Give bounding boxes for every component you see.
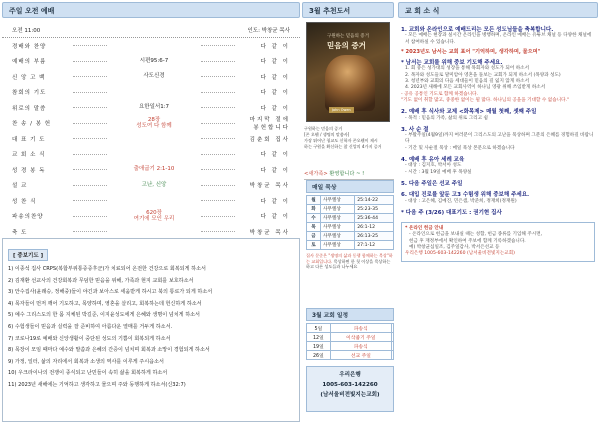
bible-cell: 목 <box>307 223 321 232</box>
bible-row <box>307 232 394 241</box>
news-item: - 대상 : 김지호, 박서아 성도 <box>405 163 462 169</box>
prayer-item: 4) 목자들이 먼저 깨어 기도하고, 목양하며, 영혼을 살리고, 회복하는데 헌신하게 하소서 <box>8 300 202 307</box>
order-dots <box>73 45 107 46</box>
book-desc-line: 구원하는 믿음의 증거 <box>304 126 343 131</box>
order-row <box>2 85 300 101</box>
bible-cell: 사무엘상 <box>321 232 355 241</box>
order-detail: 고난, 신앙 <box>141 181 167 188</box>
order-dots <box>201 169 235 170</box>
prayer-item: 10) 우크라이나의 전쟁이 종식되고 난민들이 속히 삶을 회복하게 하소서 <box>8 370 168 377</box>
order-dots <box>73 169 107 170</box>
order-leader: 마지막 절에 봉헌합니다 <box>249 117 290 132</box>
book-desc-line: 하는 구원을 확신하는 참 신앙의 4가지 증거 <box>304 144 382 149</box>
schedule-table <box>307 324 394 360</box>
order-dots <box>201 123 235 124</box>
news-item: - 시간 : 3월 19일 예배 후 목양실 <box>405 169 472 175</box>
online-lines <box>405 232 591 257</box>
news-item: 1. 교회와 온라인으로 예배드리는 모든 성도님들을 축복합니다. <box>401 27 554 33</box>
schedule-cell: 5일 <box>307 324 331 333</box>
order-dots <box>73 92 107 93</box>
online-heading: * 온라인 헌금 안내 <box>405 226 444 232</box>
news-items <box>401 27 595 216</box>
order-dots <box>201 200 235 201</box>
news-item: 2. 목자와 성도들로 말미암아 영혼을 돌보는 교회가 되게 하소서 (목양과 성도) <box>405 72 561 78</box>
order-leader: 다 같 이 <box>260 43 290 50</box>
order-item: 대 표 기 도 <box>12 136 46 143</box>
welcome-text: 환영합니다 ~ ! <box>327 171 365 177</box>
news-item: - 모든 예배는 현장과 실시간 온라인을 병행하며, 온라인 예배는 유튜브 채널 등 다양한 채널에서 참여하실 수 있습니다. <box>405 33 592 45</box>
order-row <box>2 162 300 178</box>
order-dots <box>201 185 235 186</box>
order-dots <box>201 76 235 77</box>
order-leader: 다 같 이 <box>260 167 290 174</box>
church-schedule <box>306 308 394 360</box>
bible-cell: 수 <box>307 214 321 223</box>
middle-column <box>302 2 394 422</box>
schedule-row <box>307 324 394 333</box>
schedule-cell: 12일 <box>307 333 331 342</box>
news-item: 3. 사 순 절 <box>401 126 429 133</box>
order-item: 파송의찬양 <box>12 214 44 221</box>
worship-order <box>2 22 300 234</box>
bible-cell: 금 <box>307 232 321 241</box>
news-item: 1. 회 중은 성가대의 성장을 통해 목회자와 성도가 되어 하소서 <box>405 66 530 72</box>
schedule-cell <box>391 324 393 333</box>
order-dots <box>73 185 107 186</box>
prayer-item: 2) 김재환 선교사의 건강회복과 무덤한 믿음을 위해, 가족과 현지 교회를 보호하소서 <box>8 277 194 284</box>
order-item: 축 도 <box>12 229 28 236</box>
news-item: 3. 청년부와 교회의 다음 세대들이 믿음의 길 잃지 않게 하소서 <box>405 79 530 85</box>
worship-time: 오전 11:00 <box>12 28 41 34</box>
order-item: 성 찬 식 <box>12 198 37 205</box>
online-offering <box>401 222 595 261</box>
bible-heading: 매일 묵상 <box>306 180 394 193</box>
order-dots <box>201 107 235 108</box>
news-item: 5. 다음 주일은 선교 주일 <box>401 180 463 187</box>
order-row <box>2 38 300 54</box>
order-item: 참회의 기도 <box>12 90 47 97</box>
right-column <box>398 2 598 422</box>
order-dots <box>73 123 107 124</box>
bible-cell: 월 <box>307 196 321 205</box>
schedule-cell: 파송식 <box>330 342 391 351</box>
bible-cell: 사무엘상 <box>321 196 355 205</box>
church-news <box>398 22 598 262</box>
order-row <box>2 131 300 147</box>
online-line: 헌금 후 재정부에서 확인하여 주보에 함께 기록하겠습니다. <box>409 238 526 244</box>
book-header: 3월 추천도서 <box>302 2 394 18</box>
prayer-item: 9) 가정, 일터, 삶의 자리에서 회복과 소생의 역사를 이루게 주시옵소서 <box>8 358 164 365</box>
book-desc-line: [존 오웬 / 생명의 말씀사] <box>304 132 350 137</box>
order-dots <box>73 76 107 77</box>
schedule-row <box>307 342 394 351</box>
order-leader: 박창균 목사 <box>249 183 290 190</box>
prayer-item: 6) 수험생들이 믿음과 실력을 잘 준비하여 아름다운 열매를 거두게 하소서. <box>8 323 173 330</box>
news-item: - 목적 : 믿음의 가족, 삶의 위로 그리고 쉼 <box>405 115 488 121</box>
worship-meta <box>2 22 300 38</box>
order-row <box>2 54 300 70</box>
order-leader: 다 같 이 <box>260 90 290 97</box>
book-cover-image <box>306 22 390 122</box>
bible-cell: 26:1-12 <box>355 223 394 232</box>
bible-cell: 화 <box>307 205 321 214</box>
order-dots <box>73 154 107 155</box>
news-item: * 2023년도 남서는 교회 표어 "기억하며, 생각하며, 물으며" <box>401 48 541 55</box>
order-dots <box>73 200 107 201</box>
order-dots <box>201 138 235 139</box>
order-dots <box>73 61 107 62</box>
bible-cell: 사무엘상 <box>321 214 355 223</box>
book-author-tag: John Owen <box>329 107 354 113</box>
order-row <box>2 116 300 132</box>
schedule-row <box>307 333 394 342</box>
order-leader: 김춘회 집사 <box>249 136 290 143</box>
order-dots <box>201 216 235 217</box>
schedule-cell: 19일 <box>307 342 331 351</box>
worship-header: 주일 오전 예배 <box>2 2 300 18</box>
bible-cell: 25:36-44 <box>355 214 394 223</box>
news-item: "기도 없이 취할 많고, 중중한 없이는 될 많다. 하나님의 공을을 기대할 수 없습니다." <box>401 97 570 103</box>
order-item: 예배의 부름 <box>12 59 47 66</box>
order-dots <box>201 61 235 62</box>
bank-holder: (남서울비전빛지는교회) <box>320 392 380 398</box>
order-detail: 사도신경 <box>143 73 165 80</box>
order-detail: 620장 여기에 모인 우리 <box>133 209 175 223</box>
order-detail: 출애굽기 2:1-10 <box>133 166 175 173</box>
prayer-item: 8) 목장이 모임 때마다 예수와 말씀과 은혜의 간증이 넘치며 회복과 소망이 경험되게 하소서 <box>8 347 210 354</box>
order-dots <box>73 216 107 217</box>
news-item: * 다음 주 (3/26) 대표기도 : 권기현 집사 <box>401 209 502 216</box>
online-line: 예) 박창균십일조, 김주일감사, 박서은선교 등 <box>409 245 500 251</box>
news-item: 6. 대입 진로를 앞둔 고3 수험생 위해 중보해 주세요. <box>401 192 530 199</box>
order-leader: 다 같 이 <box>260 59 290 66</box>
order-dots <box>73 231 107 232</box>
order-leader: 다 같 이 <box>260 152 290 159</box>
bible-note-2: 묵상하면 한 첫 이상을 묵상하는 하고 다른 성도들과 나누세요 <box>306 258 391 270</box>
order-leader: 다 같 이 <box>260 198 290 205</box>
book-cover-subtitle: 구원하는 믿음의 증거 <box>327 34 369 39</box>
order-row <box>2 209 300 225</box>
order-row <box>2 100 300 116</box>
book-description <box>304 126 394 150</box>
bible-cell: 사무엘상 <box>321 223 355 232</box>
order-row <box>2 193 300 209</box>
bank-info <box>306 366 394 412</box>
worship-leader: 인도: 박창균 목사 <box>247 28 290 34</box>
order-row <box>2 178 300 194</box>
online-line: 우리은행 1005-603-142260 (남서울비전빛지는교회) <box>405 251 515 257</box>
news-item: - 기간 및 사순절 묵상 : 매일 묵상 본문으로 하겠습니다 <box>405 145 515 151</box>
order-item: 위로의 말씀 <box>12 105 47 112</box>
bible-cell: 26:13-25 <box>355 232 394 241</box>
news-item: - 부활주일(4월9일)까지 여러분이 그리스도의 고난을 묵상하며 그분의 은혜를 경험하길 바랍니다 <box>405 133 594 145</box>
book-cover-title: 믿음의 증거 <box>327 41 366 50</box>
welcome-banner <box>304 170 394 180</box>
bible-cell: 25:23-35 <box>355 205 394 214</box>
news-item: 2. 예배 후 식사와 교제 <화목제> 매월 첫째, 셋째 주일 <box>401 109 537 116</box>
order-leader: 다 같 이 <box>260 105 290 112</box>
order-dots <box>73 138 107 139</box>
prayer-item: 11) 2023년 새해에는 기억하고 생각하고 물으며 주와 동행하게 하소서(신32:7) <box>8 381 186 388</box>
online-line: - 온라인으로 헌금을 보내실 때는 성함, 헌금 종류를 기입해 주시면, <box>409 232 543 238</box>
schedule-cell <box>391 351 393 360</box>
news-item: 4. 예배 후 유아 세례 교육 <box>401 157 465 164</box>
order-row <box>2 147 300 163</box>
bible-row <box>307 241 394 250</box>
schedule-cell <box>391 333 393 342</box>
order-dots <box>201 231 235 232</box>
bible-table <box>307 196 394 250</box>
order-dots <box>201 92 235 93</box>
schedule-heading: 3월 교회 일정 <box>306 308 394 321</box>
order-dots <box>201 45 235 46</box>
welcome-label: <새가족> <box>304 171 328 177</box>
order-detail: 요한일서1:7 <box>138 104 170 111</box>
bible-cell: 27:1-12 <box>355 241 394 250</box>
news-item: * 남서는 교회를 위해 중보 기도해 주세요. <box>401 60 503 67</box>
order-item: 성 경 봉 독 <box>12 167 46 174</box>
bank-account: 1005-603-142260 <box>322 382 378 388</box>
schedule-cell: 선교 주일 <box>330 351 391 360</box>
bible-note-1: 집사 문준은 "생명의 삶과 동행 함께하는 묵상"하는 교회입니다. <box>306 253 393 264</box>
order-leader: 박창균 목사 <box>249 229 290 236</box>
painting-figure <box>325 55 375 111</box>
order-item: 경배와 찬양 <box>12 43 47 50</box>
order-item: 신 앙 고 백 <box>12 74 46 81</box>
order-detail: 시편95:6-7 <box>139 57 169 64</box>
news-item: - 대상 : 고은혜, 김예진, 민은샘, 박준희, 정재희(정재원) <box>405 198 517 204</box>
bible-row <box>307 196 394 205</box>
book-desc-line: 가장 뛰어난 청교도 신학자 존오웬이 제시 <box>304 138 378 143</box>
news-item: 4. 2023년 새해에 모든 교회사역이 하나님 영광 위해 쓰임받게 하소서 <box>405 85 546 91</box>
news-item: - 공유 공통인 기도로 함께 하겠습니다. <box>401 91 478 97</box>
order-dots <box>201 154 235 155</box>
schedule-cell <box>391 342 393 351</box>
schedule-row <box>307 351 394 360</box>
left-column <box>2 2 300 422</box>
order-rows <box>2 38 300 240</box>
prayer-item: 7) 코로나19로 예배와 신앙생활이 중단된 성도의 기쁨이 회복되게 하소서 <box>8 335 171 342</box>
prayer-notes <box>2 238 300 422</box>
bible-cell: 사무엘상 <box>321 205 355 214</box>
bible-row <box>307 205 394 214</box>
order-detail: 28장 성도여 다 함께 <box>136 116 172 130</box>
order-item: 찬 송 / 봉 헌 <box>12 121 52 128</box>
bible-note <box>306 253 394 270</box>
notes-title: [ 중보기도 ] <box>8 249 48 261</box>
order-leader: 다 같 이 <box>260 74 290 81</box>
order-item: 설 교 <box>12 183 28 190</box>
bible-row <box>307 223 394 232</box>
schedule-cell: 이삭줍기 주일 <box>330 333 391 342</box>
order-dots <box>73 107 107 108</box>
bank-name: 우리은행 <box>339 372 361 378</box>
notes-list <box>8 264 294 392</box>
schedule-cell: 파송식 <box>330 324 391 333</box>
bible-row <box>307 214 394 223</box>
order-leader: 다 같 이 <box>260 214 290 221</box>
prayer-item: 1) 이종석 집사 CRPS(복합부위통증증후군)가 치료되어 온전한 건강으로 회복되게 하소서 <box>8 266 206 272</box>
bible-reading <box>306 180 394 270</box>
schedule-cell: 26일 <box>307 351 331 360</box>
order-row <box>2 69 300 85</box>
news-header: 교 회 소 식 <box>398 2 598 18</box>
prayer-item: 3) 안수집사(윤래승, 정해중)들이 야긴과 보아스로 세움받게 하시고 북의 통로가 되게 하소서 <box>8 289 213 296</box>
bible-cell: 25:14-22 <box>355 196 394 205</box>
order-item: 교 회 소 식 <box>12 152 46 159</box>
bible-cell: 사무엘상 <box>321 241 355 250</box>
bible-cell: 토 <box>307 241 321 250</box>
prayer-item: 5) 예수 그리스도의 한 몸 지체된 박길준, 이지윤성도에게 은혜와 생명이 넘치게 하소서 <box>8 312 200 319</box>
